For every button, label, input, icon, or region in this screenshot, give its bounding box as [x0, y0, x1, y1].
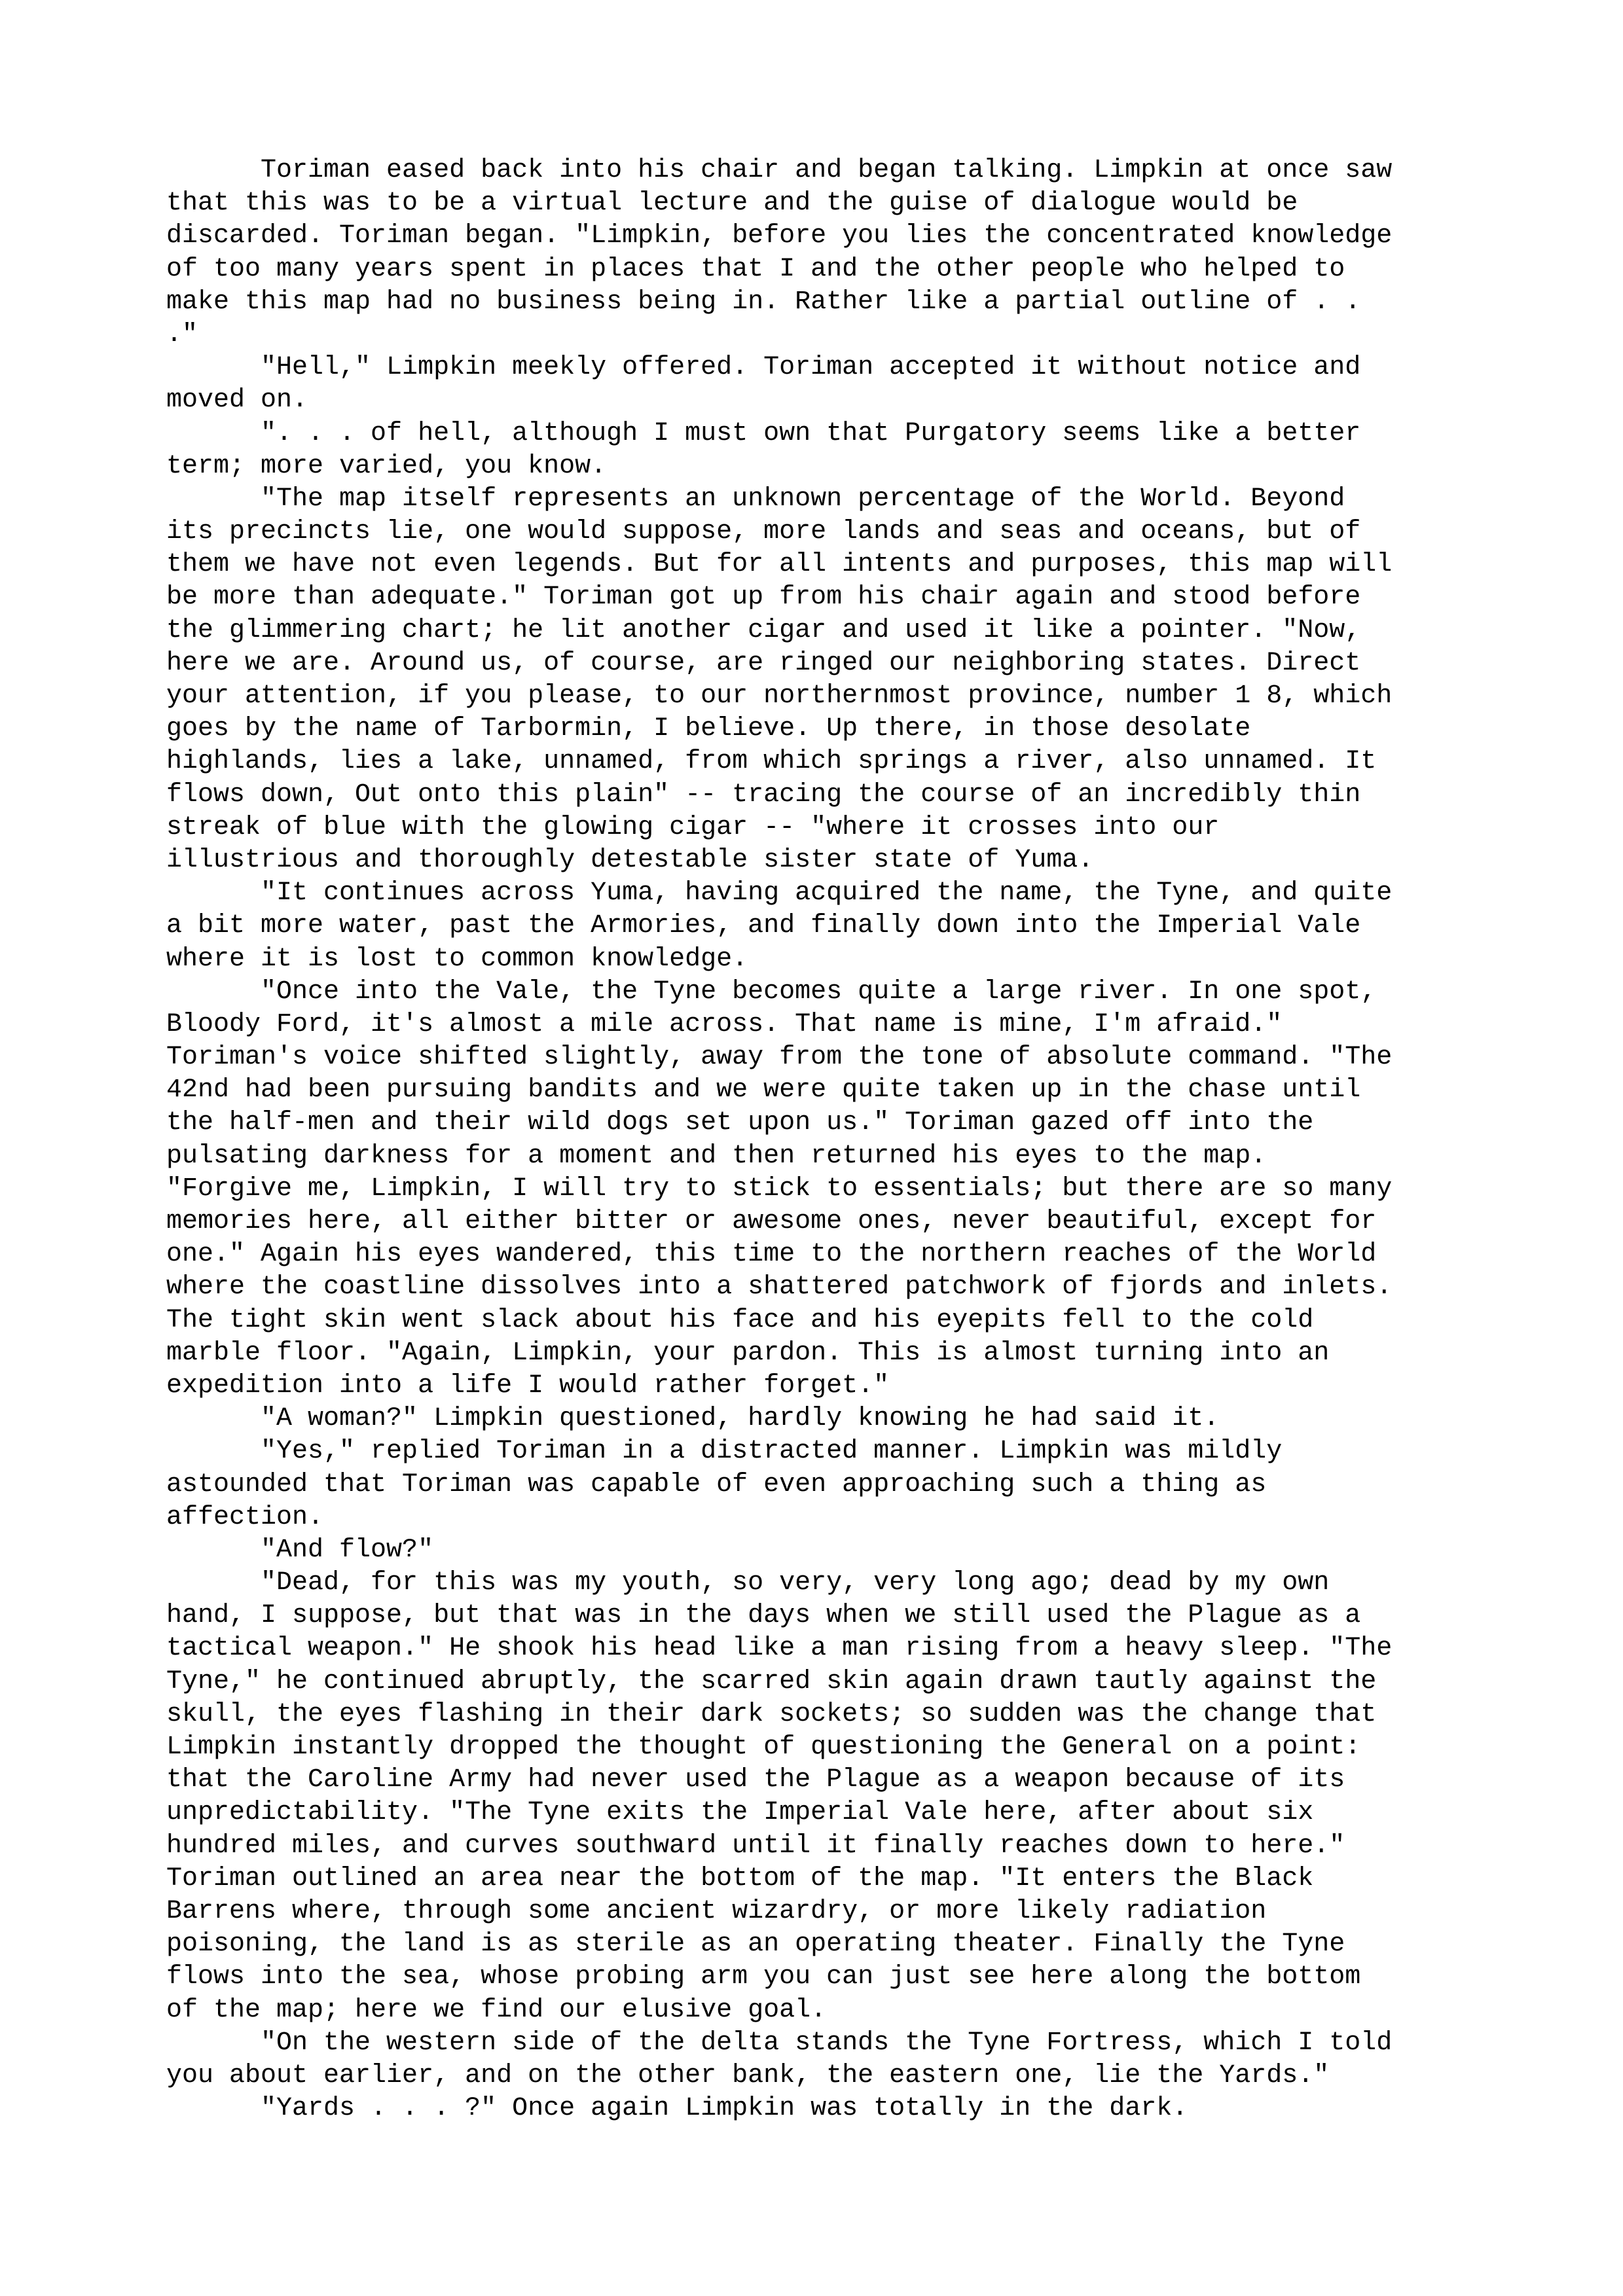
- text-line: them we have not even legends. But for all intents and purposes, this map will: [166, 550, 1393, 580]
- text-line: your attention, if you please, to our northernmost province, number 1 8, which: [166, 681, 1393, 711]
- text-line: expedition into a life I would rather forget.": [166, 1371, 890, 1401]
- text-line: goes by the name of Tarbormin, I believe. Up there, in those desolate: [166, 714, 1251, 744]
- text-line: tactical weapon." He shook his head like a man rising from a heavy sleep. "The: [166, 1634, 1393, 1664]
- text-line: astounded that Toriman was capable of even approaching such a thing as: [166, 1469, 1267, 1499]
- text-line: ". . . of hell, although I must own that Purgatory seems like a better: [166, 418, 1361, 448]
- text-line: "Once into the Vale, the Tyne becomes quite a large river. In one spot,: [166, 977, 1377, 1007]
- text-line: unpredictability. "The Tyne exits the Imperial Vale here, after about six: [166, 1798, 1314, 1828]
- text-line: its precincts lie, one would suppose, more lands and seas and oceans, but of: [166, 517, 1361, 547]
- text-line: "A woman?" Limpkin questioned, hardly knowing he had said it.: [166, 1404, 1220, 1434]
- text-line: the half-men and their wild dogs set upon us." Toriman gazed off into the: [166, 1108, 1314, 1138]
- text-line: "Dead, for this was my youth, so very, very long ago; dead by my own: [166, 1568, 1330, 1598]
- text-line: "The map itself represents an unknown percentage of the World. Beyond: [166, 484, 1345, 514]
- text-line: "Yes," replied Toriman in a distracted manner. Limpkin was mildly: [166, 1437, 1283, 1467]
- text-line: poisoning, the land is as sterile as an operating theater. Finally the Tyne: [166, 1929, 1345, 1960]
- text-line: that this was to be a virtual lecture and the guise of dialogue would be: [166, 188, 1298, 219]
- text-line: where it is lost to common knowledge.: [166, 944, 748, 974]
- text-line: "And flow?": [166, 1535, 434, 1565]
- text-line: you about earlier, and on the other bank, the eastern one, lie the Yards.": [166, 2060, 1330, 2090]
- text-line: a bit more water, past the Armories, and finally down into the Imperial Vale: [166, 911, 1361, 941]
- text-line: flows into the sea, whose probing arm you can just see here along the bottom: [166, 1962, 1361, 1992]
- text-line: the glimmering chart; he lit another cigar and used it like a pointer. "Now,: [166, 615, 1361, 645]
- text-line: one." Again his eyes wandered, this time to the northern reaches of the World: [166, 1240, 1377, 1270]
- text-line: "On the western side of the delta stands the Tyne Fortress, which I told: [166, 2028, 1393, 2058]
- text-line: term; more varied, you know.: [166, 451, 607, 481]
- text-line: Toriman eased back into his chair and began talking. Limpkin at once saw: [166, 156, 1393, 185]
- text-line: hand, I suppose, but that was in the days when we still used the Plague as a: [166, 1601, 1361, 1631]
- text-line: flows down, Out onto this plain" -- tracing the course of an incredibly thin: [166, 780, 1361, 810]
- text-line: affection.: [166, 1502, 324, 1532]
- text-line: Toriman outlined an area near the bottom of the map. "It enters the Black: [166, 1863, 1314, 1893]
- text-line: .": [166, 319, 198, 350]
- text-line: illustrious and thoroughly detestable sister state of Yuma.: [166, 845, 1094, 875]
- text-line: Bloody Ford, it's almost a mile across. That name is mine, I'm afraid.": [166, 1009, 1283, 1039]
- text-line: moved on.: [166, 386, 308, 416]
- text-line: make this map had no business being in. Rather like a partial outline of . .: [166, 287, 1361, 317]
- text-line: skull, the eyes flashing in their dark sockets; so sudden was the change that: [166, 1699, 1377, 1729]
- text-line: highlands, lies a lake, unnamed, from which springs a river, also unnamed. It: [166, 747, 1377, 777]
- text-line: "Hell," Limpkin meekly offered. Toriman accepted it without notice and: [166, 353, 1361, 383]
- text-line: of the map; here we find our elusive goal.: [166, 1995, 827, 2025]
- text-line: that the Caroline Army had never used the Plague as a weapon because of its: [166, 1765, 1345, 1795]
- text-line: streak of blue with the glowing cigar -- "where it crosses into our: [166, 812, 1220, 842]
- text-line: here we are. Around us, of course, are ringed our neighboring states. Direct: [166, 648, 1361, 678]
- body-text: [166, 154, 1476, 2125]
- text-line: Tyne," he continued abruptly, the scarred skin again drawn tautly against the: [166, 1666, 1377, 1696]
- text-line: Toriman's voice shifted slightly, away from the tone of absolute command. "The: [166, 1043, 1393, 1073]
- text-line: "Forgive me, Limpkin, I will try to stick to essentials; but there are so many: [166, 1174, 1393, 1204]
- text-line: be more than adequate." Toriman got up from his chair again and stood before: [166, 583, 1361, 613]
- text-line: Limpkin instantly dropped the thought of questioning the General on a point:: [166, 1732, 1361, 1762]
- text-line: where the coastline dissolves into a shattered patchwork of fjords and inlets.: [166, 1272, 1393, 1302]
- text-line: Barrens where, through some ancient wizardry, or more likely radiation: [166, 1896, 1267, 1926]
- text-line: "It continues across Yuma, having acquired the name, the Tyne, and quite: [166, 878, 1393, 908]
- text-line: memories here, all either bitter or awesome ones, never beautiful, except for: [166, 1207, 1377, 1236]
- text-line: "Yards . . . ?" Once again Limpkin was totally in the dark.: [166, 2094, 1188, 2124]
- text-line: pulsating darkness for a moment and then returned his eyes to the map.: [166, 1141, 1267, 1171]
- text-line: marble floor. "Again, Limpkin, your pardon. This is almost turning into an: [166, 1338, 1330, 1368]
- text-line: hundred miles, and curves southward until it finally reaches down to here.": [166, 1831, 1345, 1861]
- text-line: of too many years spent in places that I and the other people who helped to: [166, 254, 1345, 284]
- text-line: The tight skin went slack about his face and his eyepits fell to the cold: [166, 1305, 1314, 1335]
- text-line: discarded. Toriman began. "Limpkin, before you lies the concentrated knowledge: [166, 221, 1393, 251]
- text-line: 42nd had been pursuing bandits and we were quite taken up in the chase until: [166, 1075, 1361, 1105]
